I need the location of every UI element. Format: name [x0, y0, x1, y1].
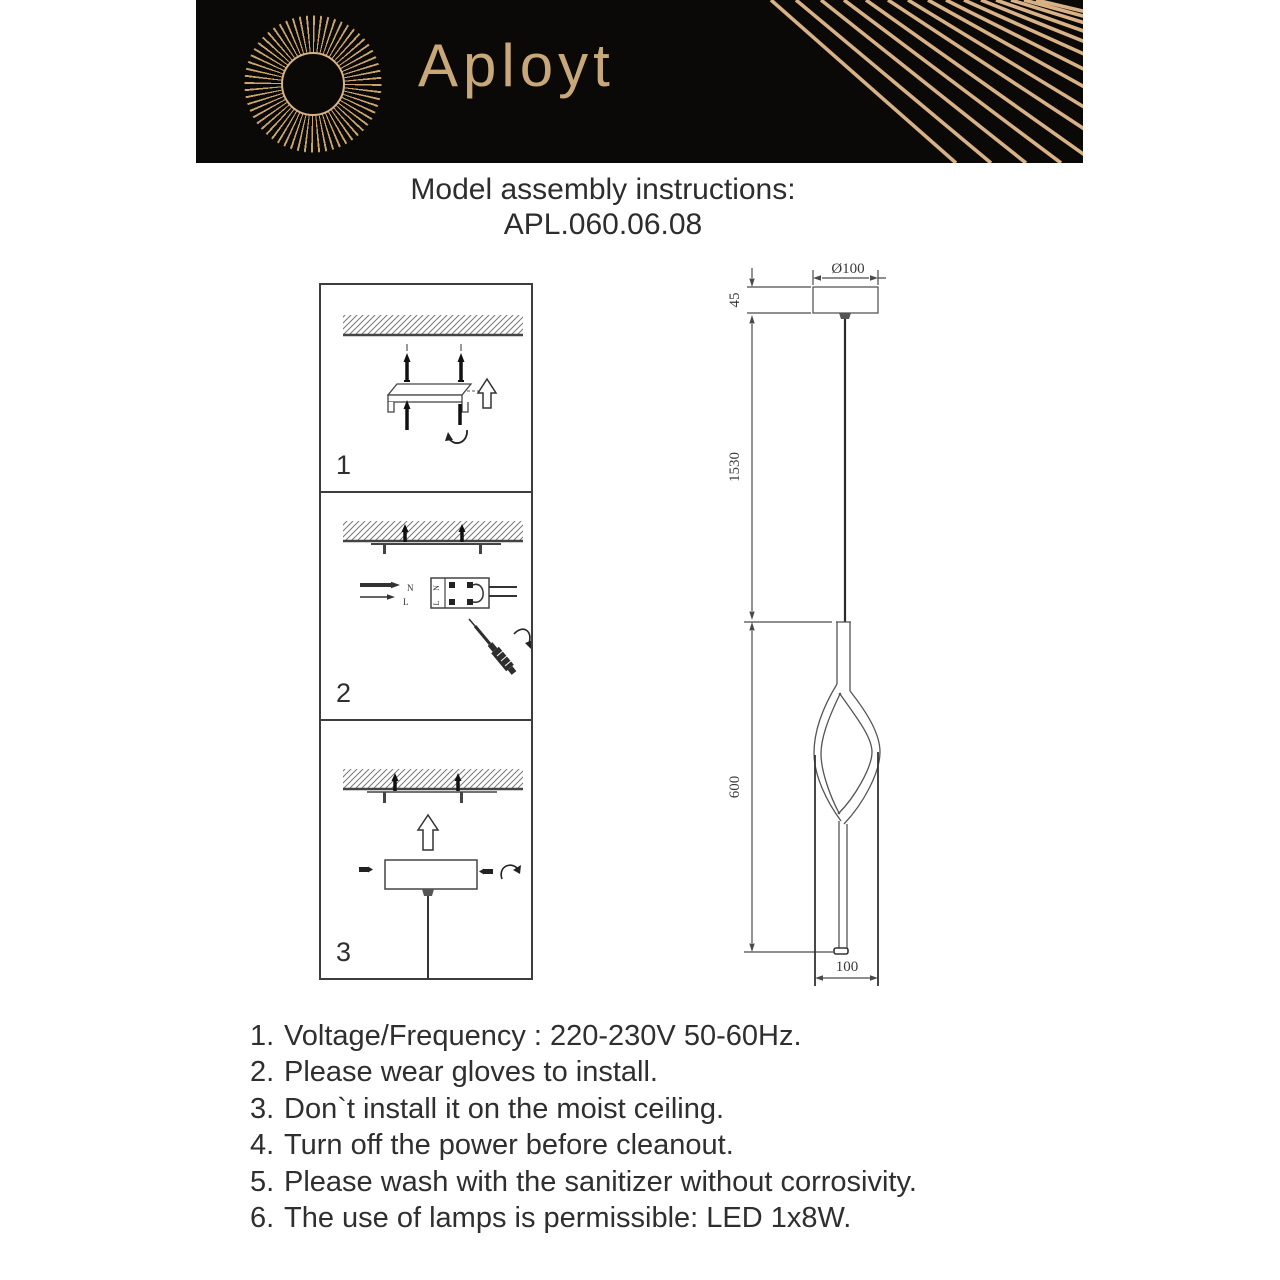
step-panel-3 — [321, 719, 531, 978]
dim-body-height-label: 600 — [727, 775, 743, 799]
step-number: 2 — [336, 678, 352, 708]
step1-diagram — [321, 285, 531, 491]
step-panel-1 — [321, 285, 531, 491]
list-item — [250, 1202, 1070, 1238]
step2-diagram — [321, 493, 531, 721]
brand-name: Aployt — [418, 32, 615, 99]
list-item-text: Voltage/Frequency : 220-230V 50-60Hz. — [284, 1020, 802, 1052]
dim-diameter-label: Ø100 — [831, 261, 865, 277]
sunburst-ring — [281, 52, 345, 116]
list-item-number: 2. — [250, 1056, 275, 1089]
list-item-number: 1. — [250, 1020, 275, 1052]
list-item-number: 4. — [250, 1129, 275, 1162]
list-item-number: 3. — [250, 1092, 275, 1125]
step3-diagram — [321, 721, 531, 980]
wire-label-l: L — [403, 597, 409, 607]
instruction-list — [250, 1020, 1070, 1238]
list-item — [250, 1093, 1070, 1129]
terminal-label-l: L — [432, 600, 441, 606]
list-item — [250, 1020, 1070, 1056]
corner-rays-decoration — [623, 0, 1083, 163]
dim-body-width-label: 100 — [835, 959, 859, 975]
wire-label-n: N — [407, 583, 414, 593]
dimension-drawing — [720, 255, 900, 1000]
list-item-text: Please wash with the sanitizer without corrosivity. — [284, 1165, 917, 1198]
assembly-steps — [319, 283, 533, 980]
title-block — [196, 172, 1010, 242]
list-item — [250, 1166, 1070, 1202]
terminal-label-n: N — [432, 585, 441, 591]
list-item — [250, 1129, 1070, 1165]
lamp-body-outline — [814, 622, 880, 948]
model-number: APL.060.06.08 — [503, 208, 703, 241]
list-item — [250, 1056, 1070, 1092]
page-title: Model assembly instructions: — [410, 173, 796, 206]
list-item-text: The use of lamps is permissible: LED 1x8W. — [284, 1201, 852, 1234]
dim-canopy-height-label: 45 — [727, 292, 743, 308]
list-item-number: 5. — [250, 1165, 275, 1198]
brand-banner — [196, 0, 1083, 163]
step-number: 1 — [336, 450, 352, 480]
step-number: 3 — [336, 937, 352, 967]
dim-suspension-length-label: 1530 — [727, 452, 743, 482]
list-item-text: Turn off the power before cleanout. — [284, 1129, 734, 1162]
list-item-text: Don`t install it on the moist ceiling. — [284, 1092, 725, 1125]
step-panel-2 — [321, 491, 531, 719]
list-item-number: 6. — [250, 1201, 275, 1234]
list-item-text: Please wear gloves to install. — [284, 1056, 658, 1089]
